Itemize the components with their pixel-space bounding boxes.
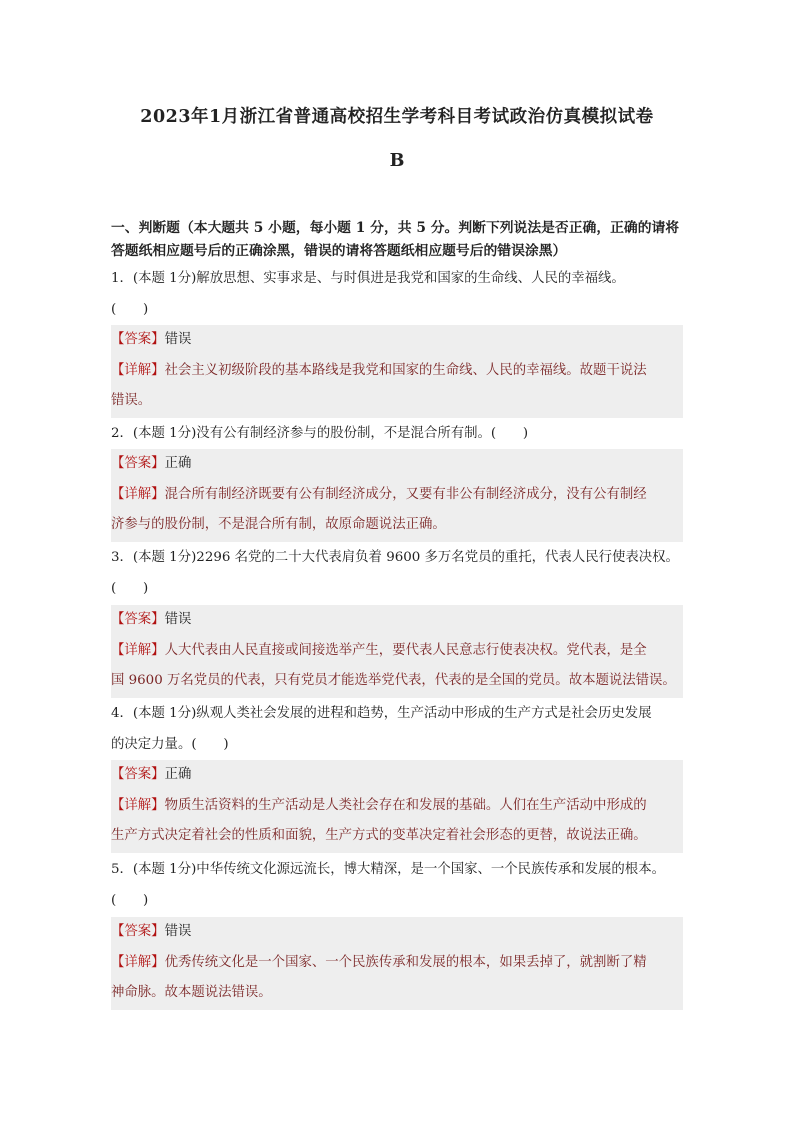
answer-tag: 【答案】: [111, 456, 165, 471]
answer-3: [111, 605, 683, 636]
section-heading-line-1: 一、判断题（本大题共 5 小题，每小题 1 分，共 5 分。判断下列说法是否正确，正确的请将: [111, 220, 680, 236]
answer-box-3: [111, 605, 683, 698]
answer-value: 错误: [164, 612, 192, 627]
answer-tag: 【答案】: [111, 767, 165, 782]
detail-tag: 【详解】: [111, 486, 165, 502]
detail-text: 混合所有制经济既要有公有制经济成分，又要有非公有制经济成分，没有公有制经: [164, 486, 647, 502]
answer-box-4: [111, 760, 683, 853]
question-1-line-2: ( ): [111, 301, 149, 317]
question-2-line-1: 2．(本题 1分)没有公有制经济参与的股份制，不是混合所有制。( ): [111, 426, 529, 441]
detail-text: 优秀传统文化是一个国家、一个民族传承和发展的根本，如果丢掉了，就割断了精: [164, 954, 647, 970]
answer-4: [111, 760, 683, 791]
answer-box-2: [111, 449, 683, 542]
page-title-suffix: B: [389, 151, 405, 171]
detail-tag: 【详解】: [111, 954, 165, 970]
detail-3-line-1: [111, 636, 683, 667]
answer-1: [111, 325, 683, 356]
question-1-line-1: 1．(本题 1分)解放思想、实事求是、与时俱进是我党和国家的生命线、人民的幸福线。: [111, 271, 625, 286]
question-4-line-2: 的决定力量。( ): [111, 736, 229, 752]
answer-box-1: [111, 325, 683, 418]
detail-text: 人大代表由人民直接或间接选举产生，要代表人民意志行使表决权。党代表，是全: [164, 642, 647, 658]
answer-2: [111, 449, 683, 480]
detail-text: 物质生活资料的生产活动是人类社会存在和发展的基础。人们在生产活动中形成的: [164, 797, 647, 813]
question-5: [111, 855, 683, 916]
question-4: [111, 699, 683, 760]
question-3: [111, 543, 683, 604]
detail-2-line-2: 济参与的股份制，不是混合所有制，故原命题说法正确。: [111, 517, 446, 532]
detail-tag: 【详解】: [111, 362, 165, 378]
detail-4-line-1: [111, 791, 683, 822]
question-2: [111, 419, 683, 450]
section-heading: [111, 217, 683, 263]
detail-5-line-1: [111, 948, 683, 979]
detail-3-line-2: 国 9600 万名党员的代表，只有党员才能选举党代表，代表的是全国的党员。故本题说法错误。: [111, 673, 676, 688]
detail-text: 社会主义初级阶段的基本路线是我党和国家的生命线、人民的幸福线。故题干说法: [164, 362, 647, 378]
detail-tag: 【详解】: [111, 642, 165, 658]
answer-5: [111, 917, 683, 948]
question-3-line-1: 3．(本题 1分)2296 名党的二十大代表肩负着 9600 多万名党员的重托，代表人民行使表决权。: [111, 550, 679, 565]
page-title: 2023年1月浙江省普通高校招生学考科目考试政治仿真模拟试卷: [140, 107, 654, 127]
question-5-line-1: 5．(本题 1分)中华传统文化源远流长，博大精深，是一个国家、一个民族传承和发展的根本。: [111, 862, 665, 877]
answer-value: 错误: [164, 924, 192, 939]
detail-4-line-2: 生产方式决定着社会的性质和面貌，生产方式的变革决定着社会形态的更替，故说法正确。: [111, 828, 647, 843]
question-1: [111, 264, 683, 325]
question-3-line-2: ( ): [111, 580, 149, 596]
question-5-line-2: ( ): [111, 892, 149, 908]
detail-1-line-2: 错误。: [111, 393, 152, 408]
section-heading-line-2: 答题纸相应题号后的正确涂黑，错误的请将答题纸相应题号后的错误涂黑）: [111, 243, 567, 259]
answer-value: 错误: [164, 332, 192, 347]
question-4-line-1: 4．(本题 1分)纵观人类社会发展的进程和趋势，生产活动中形成的生产方式是社会历史发展: [111, 706, 652, 721]
detail-tag: 【详解】: [111, 797, 165, 813]
answer-tag: 【答案】: [111, 612, 165, 627]
answer-value: 正确: [164, 767, 192, 782]
detail-1-line-1: [111, 356, 683, 387]
answer-box-5: [111, 917, 683, 1010]
detail-5-line-2: 神命脉。故本题说法错误。: [111, 985, 272, 1000]
answer-tag: 【答案】: [111, 924, 165, 939]
answer-value: 正确: [164, 456, 192, 471]
answer-tag: 【答案】: [111, 332, 165, 347]
detail-2-line-1: [111, 480, 683, 511]
